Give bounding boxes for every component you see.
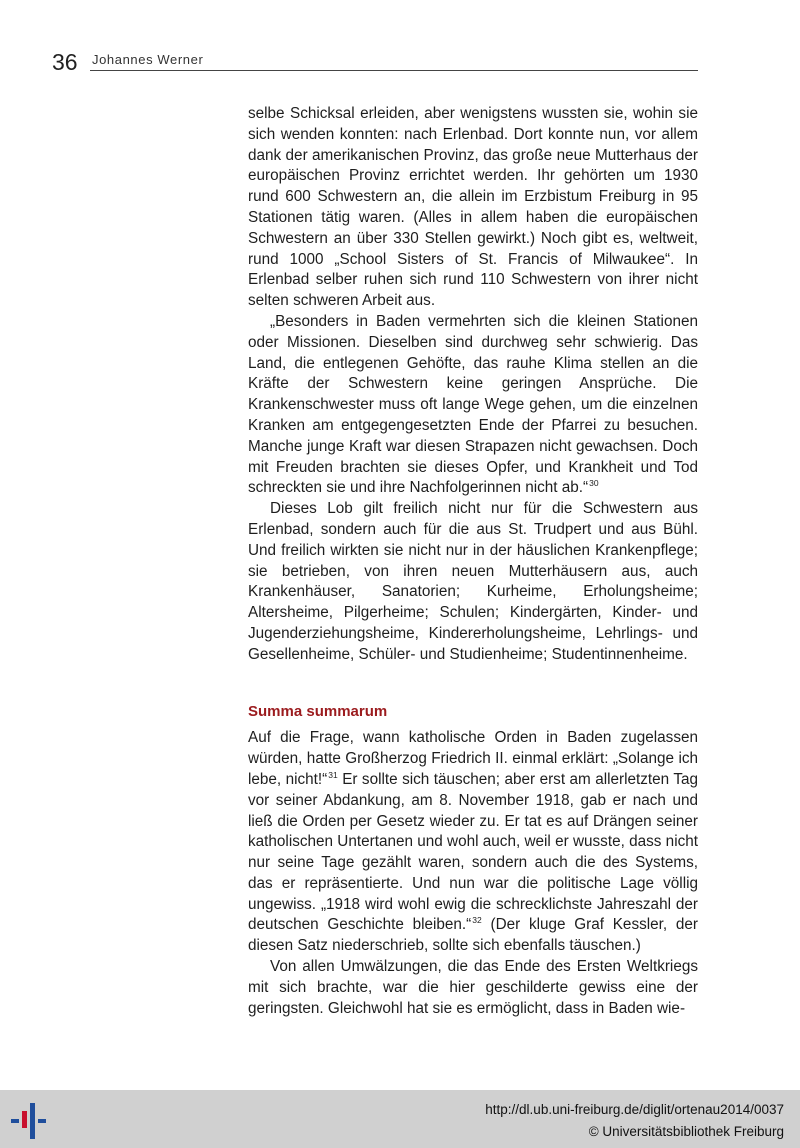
paragraph-4-part-b: Er sollte sich täuschen; aber erst am allerletzten Tag vor seiner Abdankung, am 8. November 1918, gab er nach und ließ die Orden per Gesetz wieder zu. Er tat es auf Drängen seiner katholischen Untertanen und wohl auch, weil er wusste, dass nicht nur seine Tage gezählt waren, sondern auch die des Systems, das er repräsentierte. Und nun war die politische Lage völlig ungewiss. „1918 wird wohl ewig die schrecklichste Jahreszahl der deutschen Geschichte bleiben.“ bbox=[248, 770, 699, 934]
source-url-link[interactable]: http://dl.ub.uni-freiburg.de/diglit/ortenau2014/0037 bbox=[485, 1102, 784, 1117]
copyright-text: © Universitätsbibliothek Freiburg bbox=[588, 1124, 784, 1139]
paragraph-1: selbe Schicksal erleiden, aber wenigstens wussten sie, wohin sie sich wenden konnten: nach Erlenbad. Dort konnte nun, vor allem dank der amerikanischen Provinz, das große neue Mutterhaus der europäischen Provinz errichtet werden. Ihr gehörten um 1930 rund 600 Schwestern an, die allein im Erzbistum Freiburg in 95 Stationen tätig waren. (Alles in allem haben die europäischen Schwestern an über 330 Stellen gewirkt.) Noch gibt es, weltweit, rund 1000 „School Sisters of St. Francis of Milwaukee“. In Erlenbad selber ruhen sich rund 110 Schwestern von ihrer nicht selten schweren Arbeit aus. bbox=[248, 105, 698, 310]
section-heading: Summa summarum bbox=[248, 702, 388, 720]
main-text bbox=[248, 104, 698, 1019]
paragraph-4 bbox=[248, 728, 698, 957]
paragraph-2-quote bbox=[248, 312, 698, 499]
footnote-ref-32[interactable]: 32 bbox=[472, 915, 482, 926]
running-head: Johannes Werner bbox=[92, 52, 204, 67]
paragraph-3: Dieses Lob gilt freilich nicht nur für die Schwestern aus Erlenbad, sondern auch für die aus St. Trudpert und aus Bühl. Und freilich wirkten sie nicht nur in der häuslichen Krankenpflege; sie betrieben, von ihren neuen Mutterhäusern aus, auch Krankenhäuser, Sanatorien; Kurheime, Erholungsheime; Altersheime, Pilgerheime; Schulen; Kindergärten, Kinder- und Jugenderziehungsheime, Kindererholungsheime, Lehrlings- und Gesellenheime, Schüler- und Studienheime; Studentinnenheime. bbox=[248, 500, 698, 663]
paragraph-4-part-a: Auf die Frage, wann katholische Orden in Baden zugelassen würden, hatte Großherzog Friedrich II. einmal erklärt: „Solange ich lebe, nicht!“ bbox=[248, 729, 698, 788]
page-number: 36 bbox=[52, 49, 78, 75]
footer-bar bbox=[0, 1090, 800, 1148]
paragraph-5: Von allen Umwälzungen, die das Ende des Ersten Weltkriegs mit sich brachte, war die hier geschilderte gewiss eine der geringsten. Gleichwohl hat sie es ermöglicht, dass in Baden wie- bbox=[248, 958, 698, 1017]
ub-freiburg-logo-icon[interactable] bbox=[10, 1100, 50, 1140]
quote-text: „Besonders in Baden vermehrten sich die kleinen Stationen oder Missionen. Dieselben sind durchweg sehr schwierig. Das Land, die entlegenen Gehöfte, das rauhe Klima stellen an die Kräfte der Schwestern keine geringen Ansprüche. Die Krankenschwester muss oft lange Wege gehen, um die einzelnen Kranken am entgegengesetzten Ende der Pfarrei zu besuchen. Manche junge Kraft war diesen Strapazen nicht gewachsen. Doch mit Freuden brachten sie dieses Opfer, und Krankheit und Tod schreckten sie und ihre Nachfolgerinnen nicht ab.“ bbox=[248, 312, 698, 497]
footnote-ref-31[interactable]: 31 bbox=[328, 769, 338, 780]
header-rule bbox=[90, 70, 698, 71]
footnote-ref-30[interactable]: 30 bbox=[589, 478, 599, 489]
paragraph-4-part-c: (Der kluge Graf Kessler, der diesen Satz niederschrieb, sollte sich ebenfalls täuschen.) bbox=[248, 916, 698, 955]
page-header bbox=[52, 46, 698, 75]
